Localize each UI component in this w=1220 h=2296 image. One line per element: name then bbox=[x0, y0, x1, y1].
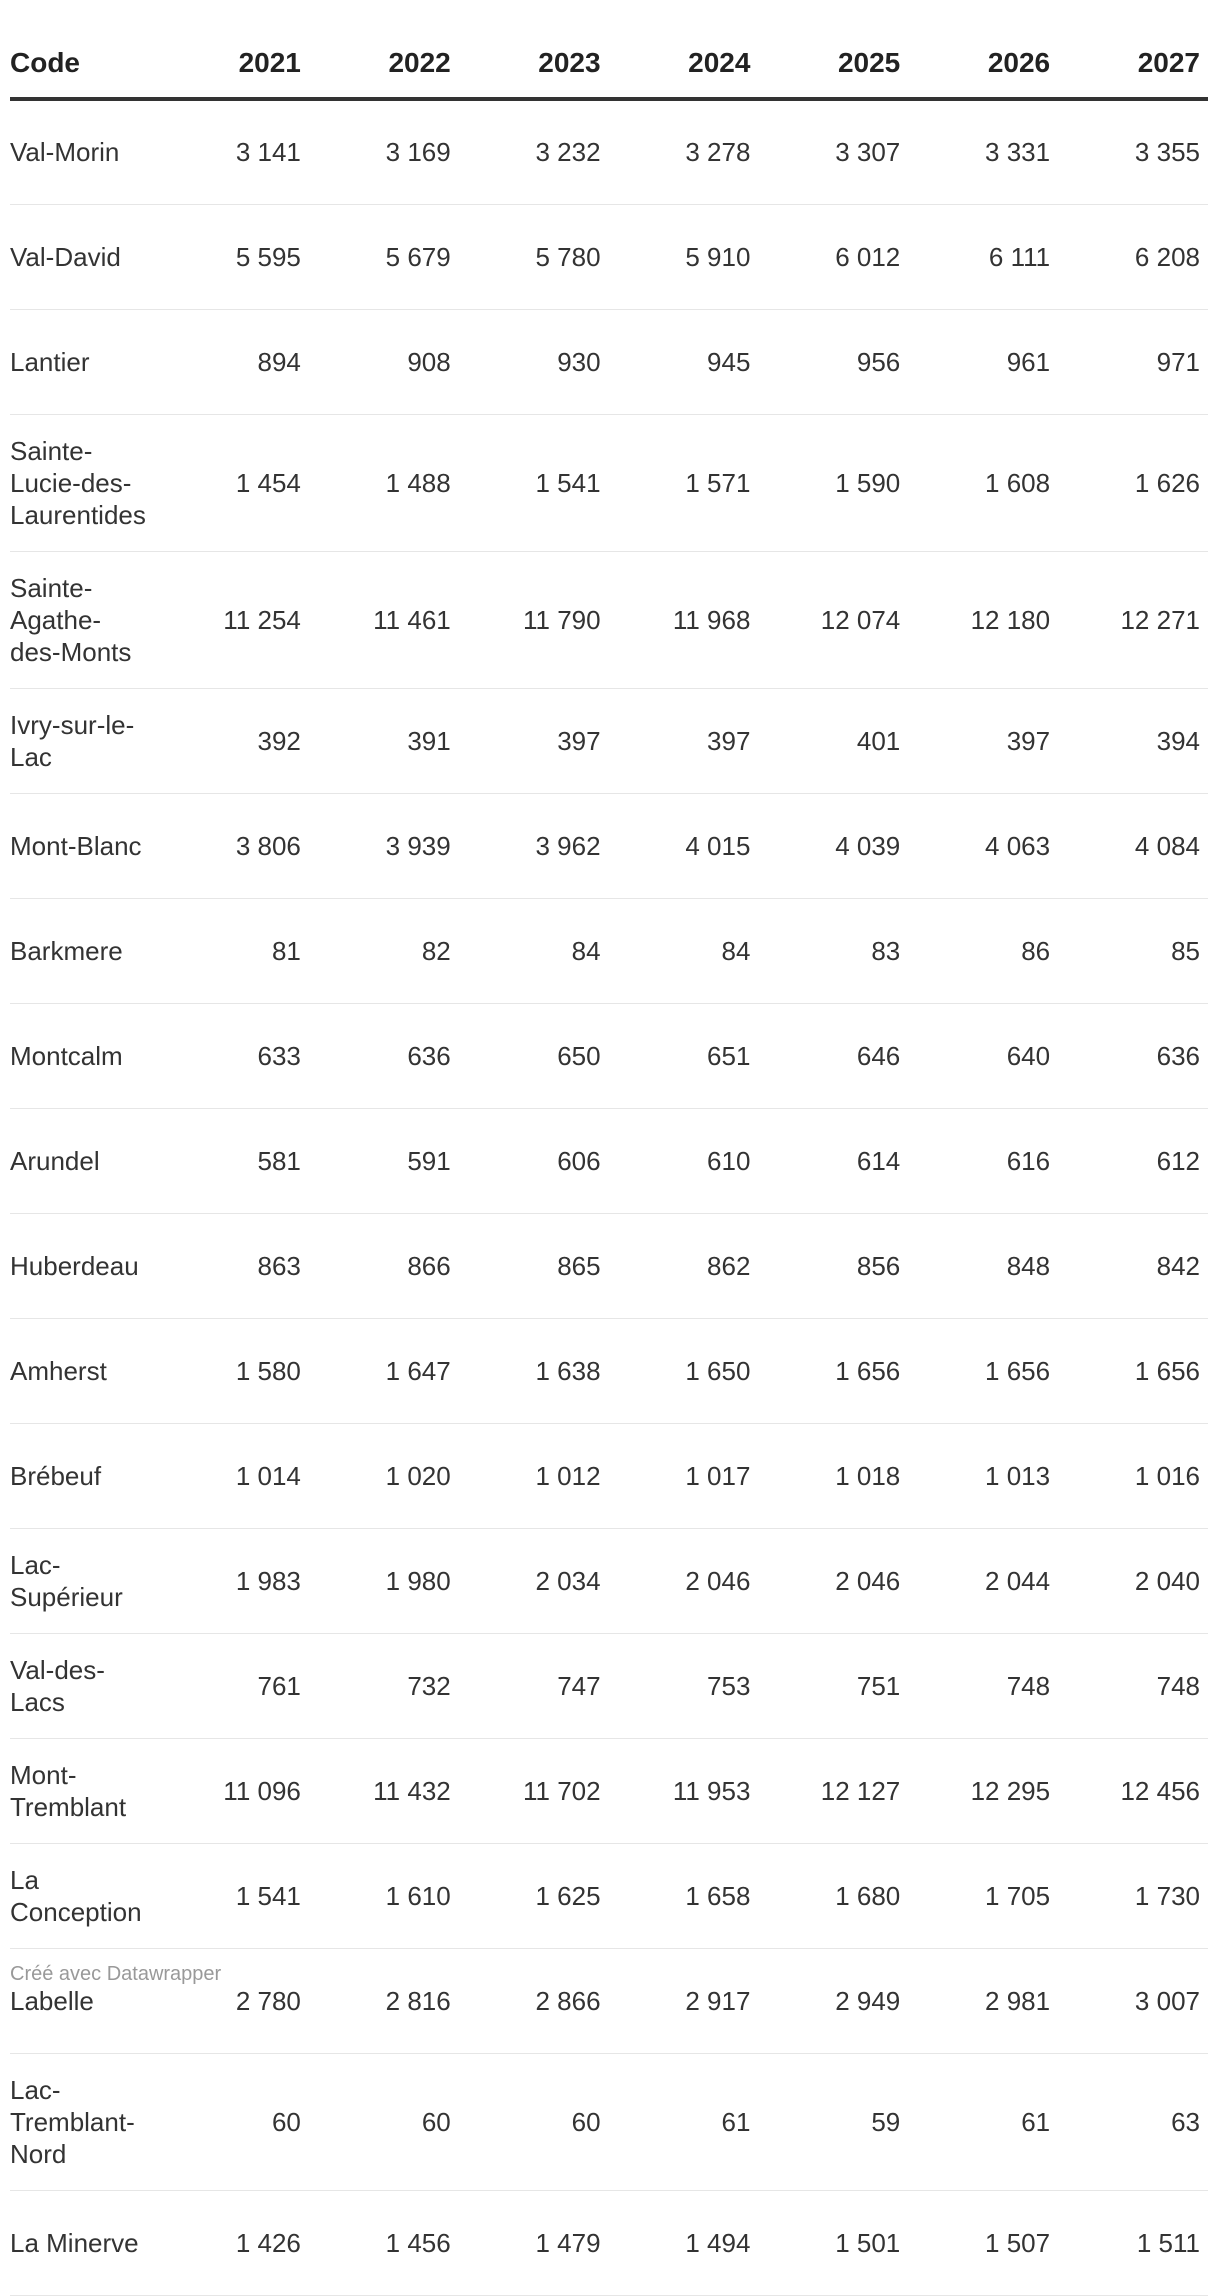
column-header-2024[interactable]: 2024 bbox=[609, 28, 759, 99]
value-cell-2021: 863 bbox=[159, 1213, 309, 1318]
value-cell-2026: 1 013 bbox=[908, 1423, 1058, 1528]
table-row bbox=[10, 204, 1208, 309]
row-code-cell: Arundel bbox=[10, 1108, 159, 1213]
value-cell-2027: 971 bbox=[1058, 309, 1208, 414]
value-cell-2025: 59 bbox=[758, 2053, 908, 2190]
value-cell-2024: 1 658 bbox=[609, 1843, 759, 1948]
value-cell-2027: 1 656 bbox=[1058, 1318, 1208, 1423]
table-row bbox=[10, 1738, 1208, 1843]
value-cell-2027: 612 bbox=[1058, 1108, 1208, 1213]
value-cell-2021: 3 141 bbox=[159, 99, 309, 204]
value-cell-2027: 6 208 bbox=[1058, 204, 1208, 309]
row-code-cell: Barkmere bbox=[10, 898, 159, 1003]
value-cell-2025: 1 680 bbox=[758, 1843, 908, 1948]
value-cell-2024: 11 953 bbox=[609, 1738, 759, 1843]
row-code-cell: Labelle bbox=[10, 1948, 159, 2053]
table-row bbox=[10, 2053, 1208, 2190]
value-cell-2025: 856 bbox=[758, 1213, 908, 1318]
value-cell-2021: 11 254 bbox=[159, 551, 309, 688]
row-code-cell: Sainte-Agathe-des-Monts bbox=[10, 551, 159, 688]
table-row bbox=[10, 1213, 1208, 1318]
value-cell-2022: 866 bbox=[309, 1213, 459, 1318]
value-cell-2023: 84 bbox=[459, 898, 609, 1003]
header-row bbox=[10, 28, 1208, 99]
row-code-cell: Lantier bbox=[10, 309, 159, 414]
row-code-cell: Amherst bbox=[10, 1318, 159, 1423]
value-cell-2023: 1 625 bbox=[459, 1843, 609, 1948]
value-cell-2024: 4 015 bbox=[609, 793, 759, 898]
value-cell-2024: 3 278 bbox=[609, 99, 759, 204]
value-cell-2025: 1 590 bbox=[758, 414, 908, 551]
population-table bbox=[10, 28, 1208, 2296]
value-cell-2022: 591 bbox=[309, 1108, 459, 1213]
value-cell-2023: 3 232 bbox=[459, 99, 609, 204]
value-cell-2027: 1 730 bbox=[1058, 1843, 1208, 1948]
value-cell-2023: 3 962 bbox=[459, 793, 609, 898]
row-code-cell: Mont-Tremblant bbox=[10, 1738, 159, 1843]
value-cell-2024: 1 571 bbox=[609, 414, 759, 551]
table-row bbox=[10, 688, 1208, 793]
value-cell-2027: 85 bbox=[1058, 898, 1208, 1003]
value-cell-2021: 2 780 bbox=[159, 1948, 309, 2053]
value-cell-2026: 848 bbox=[908, 1213, 1058, 1318]
value-cell-2024: 2 917 bbox=[609, 1948, 759, 2053]
value-cell-2024: 945 bbox=[609, 309, 759, 414]
table-row bbox=[10, 1003, 1208, 1108]
value-cell-2026: 640 bbox=[908, 1003, 1058, 1108]
value-cell-2024: 61 bbox=[609, 2053, 759, 2190]
value-cell-2025: 1 501 bbox=[758, 2190, 908, 2295]
value-cell-2023: 2 034 bbox=[459, 1528, 609, 1633]
value-cell-2022: 1 980 bbox=[309, 1528, 459, 1633]
value-cell-2023: 606 bbox=[459, 1108, 609, 1213]
value-cell-2026: 1 656 bbox=[908, 1318, 1058, 1423]
value-cell-2025: 956 bbox=[758, 309, 908, 414]
value-cell-2022: 5 679 bbox=[309, 204, 459, 309]
value-cell-2024: 5 910 bbox=[609, 204, 759, 309]
value-cell-2027: 1 511 bbox=[1058, 2190, 1208, 2295]
value-cell-2022: 1 488 bbox=[309, 414, 459, 551]
value-cell-2021: 1 014 bbox=[159, 1423, 309, 1528]
value-cell-2024: 651 bbox=[609, 1003, 759, 1108]
value-cell-2026: 4 063 bbox=[908, 793, 1058, 898]
value-cell-2022: 908 bbox=[309, 309, 459, 414]
value-cell-2023: 1 479 bbox=[459, 2190, 609, 2295]
value-cell-2021: 1 983 bbox=[159, 1528, 309, 1633]
value-cell-2026: 1 608 bbox=[908, 414, 1058, 551]
value-cell-2022: 1 610 bbox=[309, 1843, 459, 1948]
value-cell-2023: 60 bbox=[459, 2053, 609, 2190]
table-row bbox=[10, 551, 1208, 688]
table-row bbox=[10, 793, 1208, 898]
value-cell-2027: 1 626 bbox=[1058, 414, 1208, 551]
row-code-cell: Montcalm bbox=[10, 1003, 159, 1108]
value-cell-2025: 2 046 bbox=[758, 1528, 908, 1633]
value-cell-2025: 4 039 bbox=[758, 793, 908, 898]
value-cell-2024: 862 bbox=[609, 1213, 759, 1318]
value-cell-2027: 12 456 bbox=[1058, 1738, 1208, 1843]
value-cell-2024: 1 650 bbox=[609, 1318, 759, 1423]
value-cell-2026: 748 bbox=[908, 1633, 1058, 1738]
value-cell-2021: 633 bbox=[159, 1003, 309, 1108]
table-row bbox=[10, 1843, 1208, 1948]
table-row bbox=[10, 1108, 1208, 1213]
value-cell-2024: 2 046 bbox=[609, 1528, 759, 1633]
value-cell-2026: 61 bbox=[908, 2053, 1058, 2190]
value-cell-2027: 3 355 bbox=[1058, 99, 1208, 204]
value-cell-2024: 753 bbox=[609, 1633, 759, 1738]
value-cell-2022: 82 bbox=[309, 898, 459, 1003]
value-cell-2023: 1 541 bbox=[459, 414, 609, 551]
value-cell-2021: 81 bbox=[159, 898, 309, 1003]
table-row bbox=[10, 898, 1208, 1003]
value-cell-2026: 12 180 bbox=[908, 551, 1058, 688]
table-row bbox=[10, 1318, 1208, 1423]
value-cell-2025: 3 307 bbox=[758, 99, 908, 204]
table-row bbox=[10, 99, 1208, 204]
column-header-code[interactable]: Code bbox=[10, 28, 159, 99]
value-cell-2024: 397 bbox=[609, 688, 759, 793]
value-cell-2022: 3 939 bbox=[309, 793, 459, 898]
value-cell-2023: 11 702 bbox=[459, 1738, 609, 1843]
row-code-cell: Val-des-Lacs bbox=[10, 1633, 159, 1738]
value-cell-2025: 1 656 bbox=[758, 1318, 908, 1423]
value-cell-2027: 2 040 bbox=[1058, 1528, 1208, 1633]
value-cell-2026: 86 bbox=[908, 898, 1058, 1003]
value-cell-2021: 581 bbox=[159, 1108, 309, 1213]
value-cell-2023: 1 012 bbox=[459, 1423, 609, 1528]
value-cell-2023: 650 bbox=[459, 1003, 609, 1108]
value-cell-2025: 646 bbox=[758, 1003, 908, 1108]
table-row bbox=[10, 1528, 1208, 1633]
row-code-cell: Lac-Supérieur bbox=[10, 1528, 159, 1633]
value-cell-2025: 751 bbox=[758, 1633, 908, 1738]
table-row bbox=[10, 2190, 1208, 2295]
value-cell-2023: 1 638 bbox=[459, 1318, 609, 1423]
value-cell-2023: 397 bbox=[459, 688, 609, 793]
value-cell-2025: 1 018 bbox=[758, 1423, 908, 1528]
value-cell-2023: 2 866 bbox=[459, 1948, 609, 2053]
row-code-cell: Val-David bbox=[10, 204, 159, 309]
table-row bbox=[10, 414, 1208, 551]
value-cell-2023: 930 bbox=[459, 309, 609, 414]
value-cell-2027: 12 271 bbox=[1058, 551, 1208, 688]
value-cell-2021: 392 bbox=[159, 688, 309, 793]
value-cell-2024: 1 017 bbox=[609, 1423, 759, 1528]
value-cell-2023: 865 bbox=[459, 1213, 609, 1318]
column-header-2021[interactable]: 2021 bbox=[159, 28, 309, 99]
value-cell-2023: 747 bbox=[459, 1633, 609, 1738]
table-row bbox=[10, 1423, 1208, 1528]
value-cell-2021: 1 426 bbox=[159, 2190, 309, 2295]
row-code-cell: La Minerve bbox=[10, 2190, 159, 2295]
row-code-cell: La Conception bbox=[10, 1843, 159, 1948]
value-cell-2025: 12 074 bbox=[758, 551, 908, 688]
value-cell-2022: 60 bbox=[309, 2053, 459, 2190]
value-cell-2021: 1 541 bbox=[159, 1843, 309, 1948]
column-header-2023[interactable]: 2023 bbox=[459, 28, 609, 99]
value-cell-2025: 6 012 bbox=[758, 204, 908, 309]
row-code-cell: Val-Morin bbox=[10, 99, 159, 204]
value-cell-2026: 616 bbox=[908, 1108, 1058, 1213]
value-cell-2027: 63 bbox=[1058, 2053, 1208, 2190]
value-cell-2027: 636 bbox=[1058, 1003, 1208, 1108]
value-cell-2024: 1 494 bbox=[609, 2190, 759, 2295]
value-cell-2022: 391 bbox=[309, 688, 459, 793]
datawrapper-credit[interactable]: Créé avec Datawrapper bbox=[10, 1963, 222, 1985]
row-code-cell: Huberdeau bbox=[10, 1213, 159, 1318]
value-cell-2024: 610 bbox=[609, 1108, 759, 1213]
value-cell-2026: 12 295 bbox=[908, 1738, 1058, 1843]
value-cell-2024: 84 bbox=[609, 898, 759, 1003]
column-header-2025[interactable]: 2025 bbox=[758, 28, 908, 99]
row-code-cell: Mont-Blanc bbox=[10, 793, 159, 898]
value-cell-2025: 12 127 bbox=[758, 1738, 908, 1843]
table-row bbox=[10, 309, 1208, 414]
value-cell-2021: 60 bbox=[159, 2053, 309, 2190]
value-cell-2026: 1 705 bbox=[908, 1843, 1058, 1948]
value-cell-2021: 11 096 bbox=[159, 1738, 309, 1843]
column-header-2027[interactable]: 2027 bbox=[1058, 28, 1208, 99]
value-cell-2027: 842 bbox=[1058, 1213, 1208, 1318]
value-cell-2026: 2 981 bbox=[908, 1948, 1058, 2053]
value-cell-2022: 1 020 bbox=[309, 1423, 459, 1528]
value-cell-2025: 83 bbox=[758, 898, 908, 1003]
value-cell-2022: 3 169 bbox=[309, 99, 459, 204]
value-cell-2025: 614 bbox=[758, 1108, 908, 1213]
value-cell-2022: 732 bbox=[309, 1633, 459, 1738]
value-cell-2021: 1 580 bbox=[159, 1318, 309, 1423]
table-row bbox=[10, 1633, 1208, 1738]
value-cell-2026: 961 bbox=[908, 309, 1058, 414]
value-cell-2022: 1 647 bbox=[309, 1318, 459, 1423]
value-cell-2026: 397 bbox=[908, 688, 1058, 793]
value-cell-2022: 11 461 bbox=[309, 551, 459, 688]
value-cell-2022: 2 816 bbox=[309, 1948, 459, 2053]
row-code-cell: Lac-Tremblant-Nord bbox=[10, 2053, 159, 2190]
value-cell-2027: 1 016 bbox=[1058, 1423, 1208, 1528]
value-cell-2026: 2 044 bbox=[908, 1528, 1058, 1633]
value-cell-2024: 11 968 bbox=[609, 551, 759, 688]
value-cell-2021: 761 bbox=[159, 1633, 309, 1738]
value-cell-2021: 5 595 bbox=[159, 204, 309, 309]
value-cell-2022: 1 456 bbox=[309, 2190, 459, 2295]
column-header-2022[interactable]: 2022 bbox=[309, 28, 459, 99]
value-cell-2026: 3 331 bbox=[908, 99, 1058, 204]
value-cell-2022: 11 432 bbox=[309, 1738, 459, 1843]
value-cell-2027: 3 007 bbox=[1058, 1948, 1208, 2053]
value-cell-2026: 6 111 bbox=[908, 204, 1058, 309]
column-header-2026[interactable]: 2026 bbox=[908, 28, 1058, 99]
value-cell-2026: 1 507 bbox=[908, 2190, 1058, 2295]
row-code-cell: Ivry-sur-le-Lac bbox=[10, 688, 159, 793]
row-code-cell: Brébeuf bbox=[10, 1423, 159, 1528]
row-code-cell: Sainte-Lucie-des-Laurentides bbox=[10, 414, 159, 551]
value-cell-2027: 4 084 bbox=[1058, 793, 1208, 898]
value-cell-2025: 2 949 bbox=[758, 1948, 908, 2053]
value-cell-2027: 394 bbox=[1058, 688, 1208, 793]
value-cell-2025: 401 bbox=[758, 688, 908, 793]
value-cell-2023: 11 790 bbox=[459, 551, 609, 688]
value-cell-2023: 5 780 bbox=[459, 204, 609, 309]
value-cell-2021: 894 bbox=[159, 309, 309, 414]
value-cell-2022: 636 bbox=[309, 1003, 459, 1108]
value-cell-2021: 3 806 bbox=[159, 793, 309, 898]
value-cell-2021: 1 454 bbox=[159, 414, 309, 551]
value-cell-2027: 748 bbox=[1058, 1633, 1208, 1738]
